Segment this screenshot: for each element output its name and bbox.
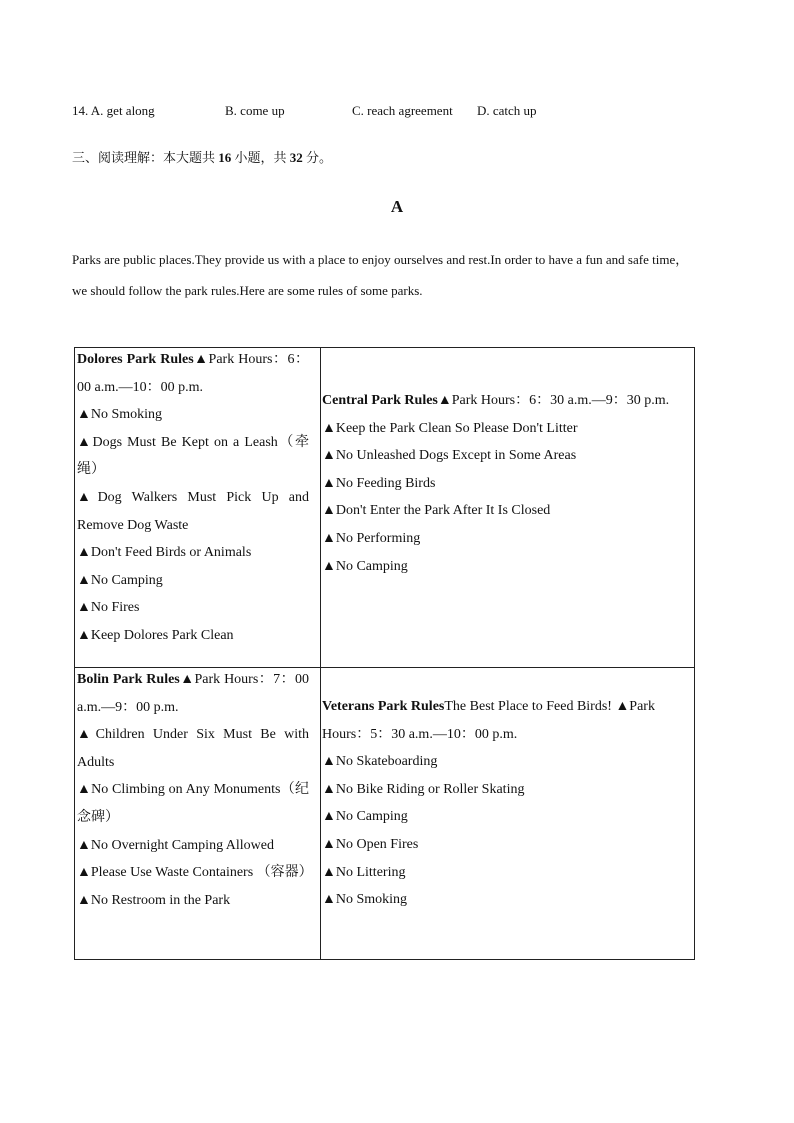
- passage-letter: A: [390, 197, 404, 216]
- rule-item: ▲Dog Walkers Must Pick Up and Remove Dog Waste: [77, 489, 309, 533]
- section-heading-suffix: 分。: [306, 150, 333, 165]
- option-a: 14. A. get along: [72, 103, 155, 118]
- rule-item: ▲No Fires: [77, 600, 140, 616]
- total-points: 32: [289, 150, 303, 165]
- option-d: D. catch up: [477, 103, 537, 118]
- rule-item: ▲Don't Enter the Park After It Is Closed: [322, 503, 551, 519]
- rule-item: ▲No Climbing on Any Monuments（纪念碑）: [77, 782, 309, 825]
- rule-item: ▲Don't Feed Birds or Animals: [77, 545, 252, 561]
- option-c: C. reach agreement: [352, 103, 453, 118]
- rule-item: ▲No Camping: [77, 572, 163, 588]
- bolin-park-cell: [77, 666, 313, 914]
- dolores-park-cell: [77, 346, 309, 650]
- table-column-divider: [320, 348, 321, 959]
- park-name: Bolin Park Rules: [77, 672, 180, 687]
- rule-item: ▲No Open Fires: [322, 836, 419, 852]
- park-hours: ▲Park Hours：6：30 a.m.—9：30 p.m.: [437, 393, 670, 408]
- rule-item: ▲Keep Dolores Park Clean: [77, 627, 234, 643]
- rule-item: ▲No Camping: [322, 558, 408, 574]
- rule-item: ▲No Smoking: [77, 407, 163, 423]
- rule-item: ▲No Bike Riding or Roller Skating: [322, 781, 525, 797]
- rule-item: ▲Keep the Park Clean So Please Don't Litter: [322, 420, 578, 436]
- rule-item: ▲No Smoking: [322, 892, 408, 908]
- park-hours: ▲Park Hours：5：30 a.m.—10：00 p.m.: [322, 699, 655, 742]
- rule-item: ▲No Skateboarding: [322, 754, 438, 770]
- rule-item: ▲No Restroom in the Park: [77, 892, 231, 908]
- park-name: Veterans Park Rules: [322, 699, 445, 714]
- rule-item: ▲No Littering: [322, 864, 406, 880]
- central-park-cell: [322, 387, 692, 580]
- section-heading: [72, 147, 332, 166]
- rule-item: ▲No Feeding Birds: [322, 475, 436, 491]
- section-heading-prefix: 三、阅读理解：本大题共: [72, 150, 216, 165]
- rule-item: ▲No Performing: [322, 530, 421, 546]
- veterans-park-cell: [322, 693, 692, 914]
- section-heading-mid: 小题，共: [234, 150, 287, 165]
- rule-item: ▲No Overnight Camping Allowed: [77, 837, 275, 853]
- park-hours: ▲Park Hours：7：00 a.m.—9：00 p.m.: [77, 672, 309, 715]
- park-hours: ▲Park Hours：6：00 a.m.—10：00 p.m.: [77, 352, 309, 395]
- park-tagline: The Best Place to Feed Birds!: [444, 699, 612, 714]
- rule-item: ▲Dogs Must Be Kept on a Leash（牵绳）: [77, 434, 309, 478]
- rule-item: ▲No Camping: [322, 809, 408, 825]
- question-count: 16: [218, 150, 232, 165]
- park-rules-table: [74, 347, 695, 960]
- park-name: Dolores Park Rules: [77, 352, 194, 367]
- option-b: B. come up: [225, 103, 285, 118]
- rule-item: ▲Children Under Six Must Be with Adults: [77, 727, 309, 770]
- question-14-options: [72, 103, 722, 121]
- rule-item: ▲Please Use Waste Containers （容器）: [77, 865, 313, 881]
- passage-intro: Parks are public places.They provide us with a place to enjoy ourselves and rest.In order to have a fun and safe time，we should follow the park rules.Here are some rules of some parks.: [72, 252, 689, 298]
- park-name: Central Park Rules: [322, 393, 438, 408]
- rule-item: ▲No Unleashed Dogs Except in Some Areas: [322, 448, 577, 464]
